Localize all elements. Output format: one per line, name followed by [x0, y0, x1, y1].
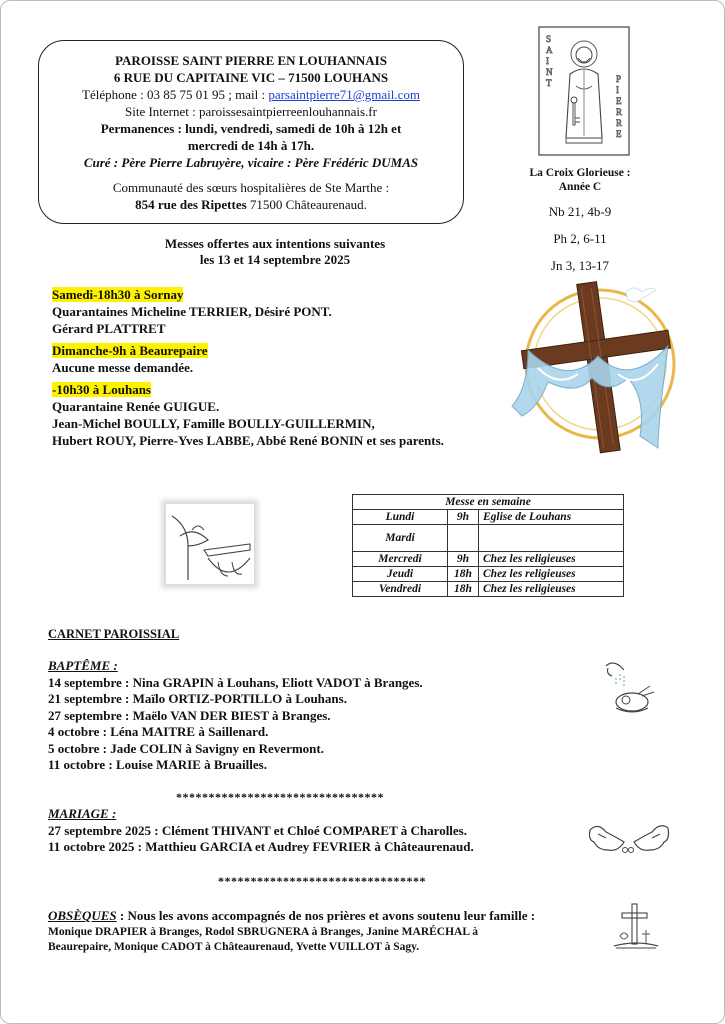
parish-name: PAROISSE SAINT PIERRE EN LOUHANNAIS [115, 53, 387, 68]
community-city: 71500 Châteaurenaud. [246, 197, 367, 212]
saint-image-letter: R [616, 118, 623, 128]
hour-cell: 9h [448, 552, 479, 567]
day-cell: Lundi [353, 510, 448, 525]
funeral-line2: Beaurepaire, Monique CADOT à Châteaurenaud, Yvette VUILLOT à Sagy. [48, 940, 420, 953]
hour-cell: 18h [448, 582, 479, 597]
doves-icon [584, 820, 674, 866]
hour-cell: 9h [448, 510, 479, 525]
day-cell: Mardi [353, 525, 448, 552]
masses-list [52, 286, 502, 449]
baptism-section [48, 658, 638, 774]
saturday-line1: Quarantaines Micheline TERRIER, Désiré PONT. [52, 304, 332, 319]
office-hours-line1: Permanences : lundi, vendredi, samedi de 10h à 12h et [100, 121, 402, 136]
louhans-line2: Jean-Michel BOULLY, Famille BOULLY-GUILLERMIN, [52, 416, 375, 431]
saint-image-letter: A [546, 45, 553, 55]
saint-image-letter: N [546, 67, 553, 77]
carnet-title: CARNET PAROISSIAL [48, 627, 180, 641]
wedding-heading: MARIAGE : [48, 806, 117, 821]
baptism-icon [598, 656, 660, 718]
masses-title-line1: Messes offertes aux intentions suivantes [164, 236, 386, 251]
saint-pierre-image [538, 26, 630, 156]
parish-address: 6 RUE DU CAPITAINE VIC – 71500 LOUHANS [113, 70, 389, 85]
saint-image-letter: I [616, 85, 619, 95]
saint-image-letter: P [616, 74, 622, 84]
readings-year: Année C [558, 181, 602, 193]
clergy-line: Curé : Père Pierre Labruyère, vicaire : Père Frédéric DUMAS [83, 155, 419, 170]
email-link[interactable]: parsaintpierre71@gmail.com [268, 87, 420, 102]
office-hours-line2: mercredi de 14h à 17h. [187, 138, 315, 153]
table-row [353, 582, 624, 597]
hour-cell: 18h [448, 567, 479, 582]
list-item: 5 octobre : Jade COLIN à Savigny en Revermont. [48, 740, 324, 756]
phone-text: Téléphone : 03 85 75 01 95 ; mail : [82, 87, 269, 102]
community-street: 854 rue des Ripettes [135, 197, 247, 212]
louhans-line3: Hubert ROUY, Pierre-Yves LABBE, Abbé René BONIN et ses parents. [52, 433, 444, 448]
place-cell [479, 525, 624, 552]
reading-3: Jn 3, 13-17 [550, 258, 610, 273]
parish-contact [39, 86, 463, 103]
baptism-heading: BAPTÊME : [48, 658, 118, 673]
list-item: 14 septembre : Nina GRAPIN à Louhans, Eliott VADOT à Branges. [48, 674, 423, 690]
weekday-table-caption: Messe en semaine [353, 495, 624, 510]
saint-image-letter: S [546, 34, 552, 44]
readings-title: La Croix Glorieuse : [529, 167, 631, 179]
masses-title-line2: les 13 et 14 septembre 2025 [199, 252, 351, 267]
parish-website[interactable]: Site Internet : paroissesaintpierreenlouhannais.fr [125, 104, 377, 119]
community-address [39, 196, 463, 213]
saint-image-letter: R [616, 107, 623, 117]
community-line: Communauté des sœurs hospitalières de Ste Marthe : [112, 180, 390, 195]
saint-image-letter: E [616, 96, 622, 106]
day-cell: Jeudi [353, 567, 448, 582]
cemetery-cross-icon [610, 900, 662, 952]
table-row [353, 567, 624, 582]
weekday-mass-table [352, 494, 624, 597]
list-item: 27 septembre : Maëlo VAN DER BIEST à Branges. [48, 707, 331, 723]
place-cell: Eglise de Louhans [479, 510, 624, 525]
funeral-section [48, 908, 598, 955]
day-cell: Mercredi [353, 552, 448, 567]
saturday-heading: Samedi-18h30 à Sornay [52, 287, 184, 302]
funeral-intro: : Nous les avons accompagnés de nos prières et avons soutenu leur famille : [116, 908, 536, 923]
funeral-heading: OBSÈQUES [48, 908, 117, 923]
day-cell: Vendredi [353, 582, 448, 597]
glorious-cross-image [508, 278, 680, 454]
list-item: 21 septembre : Maïlo ORTIZ-PORTILLO à Louhans. [48, 691, 347, 706]
sunday-heading: Dimanche-9h à Beaurepaire [52, 343, 208, 358]
table-row [353, 552, 624, 567]
saint-image-letter: E [616, 129, 622, 139]
list-item: 27 septembre 2025 : Clément THIVANT et Chloé COMPARET à Charolles. [48, 822, 467, 838]
table-row [353, 525, 624, 552]
list-item: 11 octobre 2025 : Matthieu GARCIA et Audrey FEVRIER à Châteaurenaud. [48, 839, 474, 854]
saint-image-letter: I [546, 56, 549, 66]
place-cell: Chez les religieuses [479, 582, 624, 597]
sunday-readings [500, 166, 660, 279]
sunday-line1: Aucune messe demandée. [52, 360, 194, 375]
saturday-line2: Gérard PLATTRET [52, 321, 166, 336]
hour-cell [448, 525, 479, 552]
place-cell: Chez les religieuses [479, 552, 624, 567]
list-item: 4 octobre : Léna MAITRE à Saillenard. [48, 724, 269, 739]
separator-2: ******************************** [218, 874, 426, 888]
louhans-line1: Quarantaine Renée GUIGUE. [52, 399, 220, 414]
masses-title [115, 236, 435, 268]
parish-header-box [38, 40, 464, 224]
table-row [353, 510, 624, 525]
eucharist-drawing [158, 496, 262, 592]
reading-1: Nb 21, 4b-9 [548, 204, 612, 219]
funeral-line1: Monique DRAPIER à Branges, Rodol SBRUGNERA à Branges, Janine MARÉCHAL à [48, 925, 479, 938]
saint-image-letter: T [546, 78, 552, 88]
place-cell: Chez les religieuses [479, 567, 624, 582]
list-item: 11 octobre : Louise MARIE à Bruailles. [48, 757, 267, 772]
louhans-heading: -10h30 à Louhans [52, 382, 151, 397]
funeral-intro-line [48, 908, 598, 925]
reading-2: Ph 2, 6-11 [553, 231, 607, 246]
separator: ******************************** [176, 790, 384, 804]
wedding-section [48, 806, 638, 856]
